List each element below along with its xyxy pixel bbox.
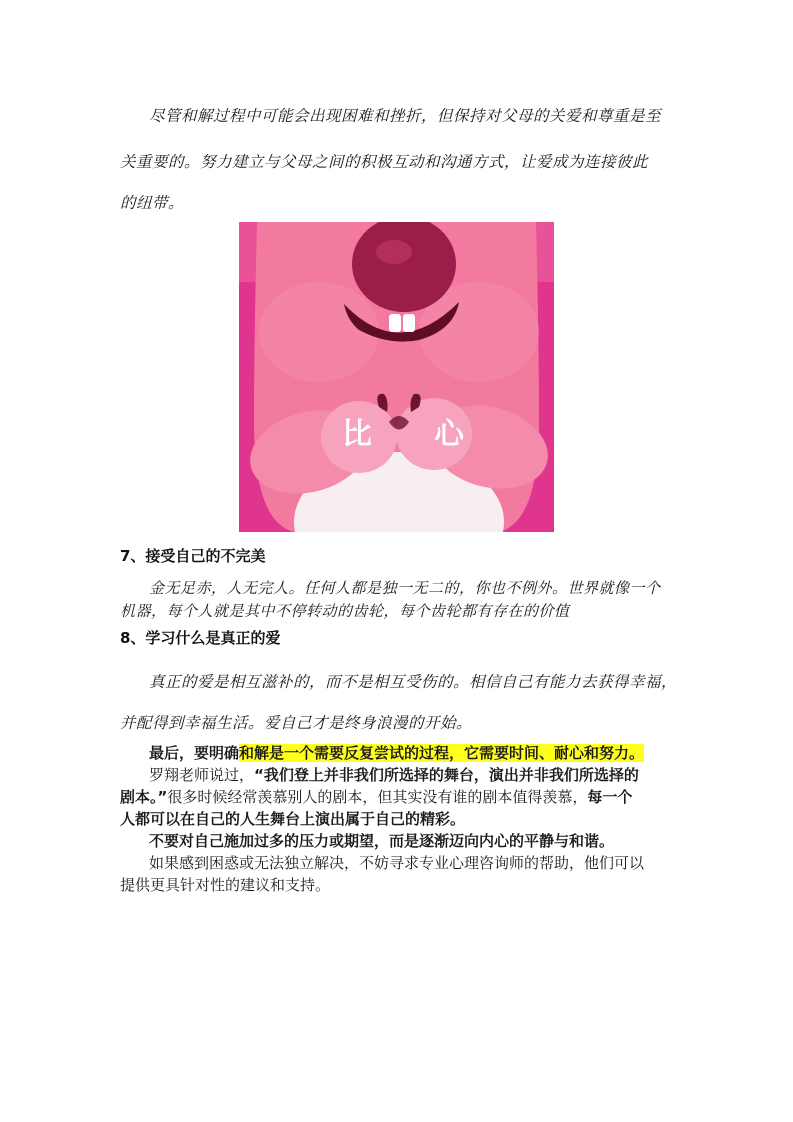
section-8-line-2: 并配得到幸福生活。爱自己才是终身浪漫的开始。 (120, 714, 473, 732)
closing-p2-plain2: 很多时候经常羡慕别人的剧本，但其实没有谁的剧本值得羡慕， (167, 788, 588, 806)
section-7-line-1: 金无足赤，人无完人。任何人都是独一无二的，你也不例外。世界就像一个 (149, 579, 661, 597)
closing-p2-quote-part1: “我们登上并非我们所选择的舞台，演出并非我们所选择的 (254, 766, 639, 784)
closing-p2-line-2 (120, 786, 632, 807)
figure-label-left: 比 (342, 417, 372, 452)
intro-line-1: 尽管和解过程中可能会出现困难和挫折，但保持对父母的关爱和尊重是至 (149, 107, 662, 125)
closing-p2-quote-part2: 剧本。” (120, 788, 168, 806)
closing-p1-highlight: 和解是一个需要反复尝试的过程，它需要时间、耐心和努力。 (239, 744, 645, 762)
closing-p2-plain1: 罗翔老师说过， (149, 766, 255, 784)
section-8-heading: 8、学习什么是真正的爱 (120, 629, 281, 647)
section-8-line-1: 真正的爱是相互滋补的，而不是相互受伤的。相信自己有能力去获得幸福， (149, 673, 678, 691)
closing-paragraph-1 (149, 742, 644, 763)
section-7-heading: 7、接受自己的不完美 (120, 547, 266, 565)
closing-p2-line-1 (149, 764, 639, 785)
figure-label-right: 心 (434, 417, 464, 452)
pink-character-image (239, 222, 554, 532)
closing-paragraph-3: 不要对自己施加过多的压力或期望，而是逐渐迈向内心的平静与和谐。 (149, 832, 615, 850)
closing-p4-line-1: 如果感到困惑或无法独立解决，不妨寻求专业心理咨询师的帮助，他们可以 (149, 854, 645, 872)
pink-character-illustration (239, 222, 554, 532)
closing-p2-line-3: 人都可以在自己的人生舞台上演出属于自己的精彩。 (120, 810, 466, 828)
closing-p2-bold3: 每一个 (587, 788, 633, 806)
closing-p1-plain: 最后，要明确 (149, 744, 240, 762)
intro-line-2: 关重要的。努力建立与父母之间的积极互动和沟通方式，让爱成为连接彼此 (120, 153, 649, 171)
section-7-line-2: 机器，每个人就是其中不停转动的齿轮，每个齿轮都有存在的价值 (120, 602, 570, 620)
intro-line-3: 的纽带。 (120, 194, 185, 212)
closing-p4-line-2: 提供更具针对性的建议和支持。 (120, 876, 331, 894)
